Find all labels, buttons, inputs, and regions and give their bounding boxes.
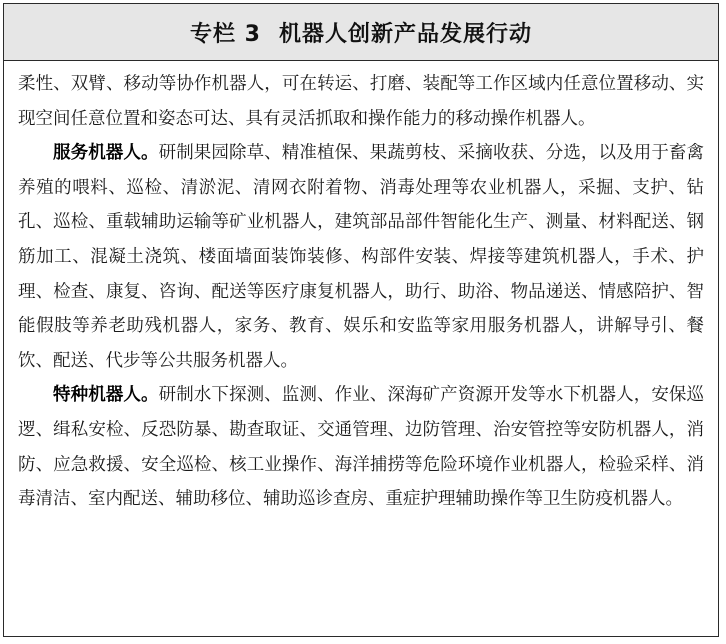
service-robots-text: 研制果园除草、精准植保、果蔬剪枝、采摘收获、分选，以及用于畜禽养殖的喂料、巡检、清淤泥、清网衣附着物、消毒处理等农业机器人，采掘、支护、钻孔、巡检、重载辅助运输等矿业机器人，建筑部品部件智能化生产、测量、材料配送、钢筋加工、混凝土浇筑、楼面墙面装饰装修、构部件安装、焊接等建筑机器人，手术、护理、检查、康复、咨询、配送等医疗康复机器人，助行、助浴、物品递送、情感陪护、智能假肢等养老助残机器人，家务、教育、娱乐和安监等家用服务机器人，讲解导引、餐饮、配送、代步等公共服务机器人。 <box>18 143 705 371</box>
column-content <box>4 61 718 517</box>
special-robots-heading: 特种机器人。 <box>53 385 159 406</box>
column-number: 专栏 3 <box>190 21 261 47</box>
special-robots-text: 研制水下探测、监测、作业、深海矿产资源开发等水下机器人，安保巡逻、缉私安检、反恐防暴、勘查取证、交通管理、边防管理、治安管控等安防机器人，消防、应急救援、安全巡检、核工业操作、海洋捕捞等危险环境作业机器人，检验采样、消毒清洁、室内配送、辅助移位、辅助巡诊查房、重症护理辅助操作等卫生防疫机器人。 <box>18 385 705 510</box>
column-title-bar <box>4 4 718 61</box>
paragraph-service-robots <box>18 136 704 378</box>
paragraph-special-robots <box>18 378 704 516</box>
column-title-text: 机器人创新产品发展行动 <box>278 21 532 47</box>
service-robots-heading: 服务机器人。 <box>53 143 159 164</box>
column-title <box>190 17 532 48</box>
column-box <box>3 3 719 637</box>
paragraph-collaborative-robots: 柔性、双臂、移动等协作机器人，可在转运、打磨、装配等工作区域内任意位置移动、实现空间任意位置和姿态可达、具有灵活抓取和操作能力的移动操作机器人。 <box>18 74 704 129</box>
